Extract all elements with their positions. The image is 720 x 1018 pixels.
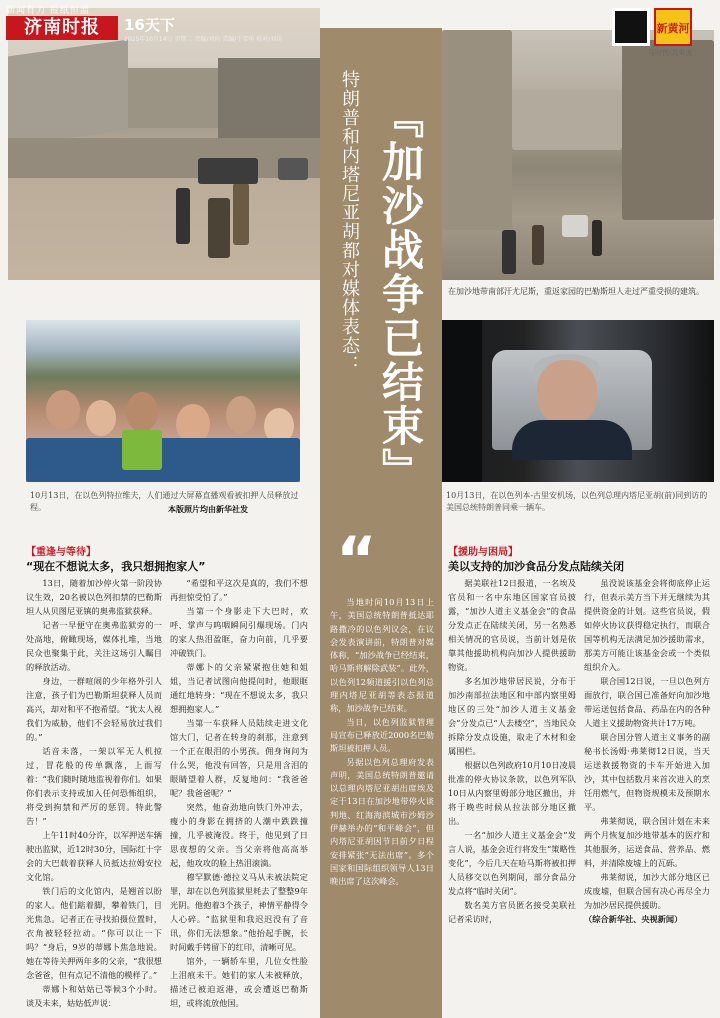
paragraph: 联合国分管人道主义事务的副秘书长汤姆·弗莱彻12日说，当天运送救援物资的卡车开始进入加沙，其中包括数月来首次进入的烹饪用燃气，但物资规模未及预期水平。 xyxy=(584,732,710,812)
right-article-column-2 xyxy=(584,576,710,926)
paragraph: 数名美方官员匿名接受美联社记者采访时， xyxy=(448,900,576,924)
paragraph: 弗莱彻说，联合国计划在未来两个月恢复加沙地带基本的医疗和其他服务，运送食品、营养品、燃料，并清除废墟上的瓦砾。 xyxy=(584,816,710,868)
paragraph: 多名加沙地带居民说，分布于加沙南部拉法地区和中部内察里姆地区的三处“加沙人道主义基金会”分发点已“人去楼空”，当地民众拆除分发点设施，取走了木材和金属围栏。 xyxy=(448,676,576,756)
caption-khan-younis: 在加沙地带南部汗尤尼斯，重返家园的巴勒斯坦人走过严重受损的建筑。 xyxy=(448,287,704,296)
section-title: 16天下 xyxy=(124,16,175,34)
quote-mark-icon: “ xyxy=(336,523,377,596)
paragraph: 话音未落，一架以军无人机掠过，冒花般的传单飘落，上面写着：“我们随时随地监视着你们。如果你们表示支持或加入任何恐怖组织，将受到拘禁和严厉的惩罚。特此警告！” xyxy=(26,746,162,826)
paragraph: 馆外，一辆轿车里，几位女性脸上泪痕未干。她们的家人未被释放，描述已被迫返港，或会遭返巴勒斯坦，或将流放他国。 xyxy=(170,956,308,1008)
center-lead-text xyxy=(330,596,434,889)
left-article-column-1 xyxy=(26,576,162,1010)
left-article-column-2 xyxy=(170,576,308,1010)
paragraph: 据美联社12日报道，一名埃及官员和一名中东地区国家官员披露，“加沙人道主义基金会”的食品分发点正在陆续关闭，另一名熟悉相关情况的官员说，当前计划是依靠其他援助机构向加沙人提供援助物资。 xyxy=(448,578,576,672)
paragraph: 虽没说该基金会将彻底停止运行，但表示美方当下并无继续为其提供资金的计划。这些官员说，假如停火协议获得稳定执行，而联合国等机构无法满足加沙援助需求，那美方可能让该基金会或一个类似组织介入。 xyxy=(584,578,710,672)
paragraph: 一名“加沙人道主义基金会”发言人说，基金会近行将发生“策略性变化”，今后几天在哈马斯将被扣押人员移交以色列期间，部分食品分发点将“临时关闭”。 xyxy=(448,830,576,896)
headline-subtitle: 特朗普和内塔尼亚胡都对媒体表态： xyxy=(339,70,360,374)
left-article-tag: 【重逢与等待】 xyxy=(26,547,96,558)
paragraph: 身边，一群喧闹的少年格外引人注意，孩子们为巴勒斯坦获释人员而高兴，却对和平不抱希望。“犹太人视我们为威胁，他们不会轻易放过我们的。” xyxy=(26,676,162,742)
photo-credit: 本版照片均由新华社发 xyxy=(168,505,248,514)
app-logo: 新黄河 xyxy=(654,8,692,46)
paragraph: 上午11时40分许，以军押送车辆驶出监狱，近12时30分，国际红十字会的大巴载着获释人员抵达拉姆安拉文化馆。 xyxy=(26,830,162,882)
right-article-tag: 【援助与困局】 xyxy=(448,547,518,558)
paragraph: 穆罕默德·德拉义马从未被法院定罪，却在以色列监狱里耗去了整整9年光阴。他抱着3个孩子，神情平静得令人心碎。“监狱里和我迟迟没有了音讯，你们无法想象。”他抬起手腕，长时间戴手铐留下的红印，清晰可见。 xyxy=(170,872,308,952)
headline: 『加沙战争已结束』 xyxy=(376,96,425,492)
right-article-title: 美以支持的加沙食品分发点陆续关闭 xyxy=(448,560,624,573)
source-note: （综合新华社、央视新闻） xyxy=(584,914,683,924)
paragraph: 根据以色列政府10月10日凌晨批准的停火协议条款，以色列军队10日从内察里姆部分地区撤出，并将于晚些时候从拉法部分地区撤出。 xyxy=(448,760,576,826)
paragraph: 蒂娜卜和姑姑已等候3个小时。谈及未来，姑姑低声说： xyxy=(26,984,162,1008)
center-paragraph: 当日，以色列监狱管理局宣布已释放近2000名巴勒斯坦被扣押人员。 xyxy=(330,716,434,754)
paragraph: 当第一个身影走下大巴时，欢呼、掌声与呜咽瞬间引爆现场。门内的家人热泪盈眶，奋力向前，几乎要冲破铁门。 xyxy=(170,606,308,658)
paragraph: 铁门后的文化馆内，是翘首以盼的家人。他们踮着脚，攀着铁门，目光焦急。记者正在寻找拍摄位置时，衣角被轻轻拉动。“你可以让一下吗？”身后，9岁的蒂娜卜焦急地说。她在等待关押两年多的父亲，“我很想念爸爸，但有点记不清他的模样了。” xyxy=(26,886,162,980)
center-paragraph: 当地时间10月13日上午，美国总统特朗普抵达耶路撒冷的以色列议会，在议会发表演讲前，特朗普对媒体称，“加沙战争已经结束，哈马斯将解除武装”。此外，以色列12频道援引以色列总理内塔尼亚胡等表态报道称，加沙战争已结束。 xyxy=(330,597,434,714)
newspaper-tagline: 新闻有力 报纸恒温 xyxy=(6,6,90,16)
photo-gaza-rubble xyxy=(8,8,320,280)
paragraph: 当第一车获释人员陆续走进文化馆大门，记者在转身的刹那，注意到一个正在眼泪的小男孩。佣身询问为什么哭，他没有回答，只是用含泪的眼睛望着人群，反复地问：“我爸爸呢？我爸爸呢？” xyxy=(170,718,308,798)
paragraph: “希望和平这次是真的，我们不想再担惊受怕了。” xyxy=(170,578,308,602)
caption-car: 10月13日，在以色列本-古里安机场，以色列总理内塔尼亚胡(前)同到访的美国总统特朗普同乘一辆车。 xyxy=(446,491,708,512)
paragraph: 突然，他奋劲地向铁门外冲去，瘦小的身影在拥挤的人潮中跌跌撞撞，几乎被淹没。终于，他见到了日思夜想的父亲。当父亲将他高高举起，他攻攻的脸上热泪滚滴。 xyxy=(170,802,308,868)
center-paragraph: 另据以色列总理府发表声明，美国总统特朗普邀请以总理内塔尼亚胡出席埃及定于13日在加沙地带停火谈判地、红海海滨城市沙姆沙伊赫举办的“和平峰会”，但内塔尼亚胡因节日前夕日程安排紧张“无法出席”。多个国家和国际组织领导人13日晚出席了这次峰会。 xyxy=(330,756,434,887)
right-article-column-1 xyxy=(448,576,576,926)
qr-code-icon xyxy=(612,8,650,46)
app-tagline: 与时代·共奔流 xyxy=(648,49,693,57)
paragraph: 蒂娜卜的父亲紧紧抱住她和姐姐，当记者试图向他提问时，他眼眶通红地转身：“现在不想说太多，我只想拥抱家人。” xyxy=(170,662,308,714)
left-article-title: “现在不想说太多，我只想拥抱家人” xyxy=(26,560,206,573)
paragraph: 联合国12日说，一旦以色列方面放行，联合国已准备好向加沙地带运送包括食品、药品在内的各种人道主义援助物资共计17万吨。 xyxy=(584,676,710,728)
photo-tel-aviv-crowd xyxy=(26,320,300,482)
dateline: 2025年10月14日 星期二 责编/刘尚 美编/王雪华 校对/刘佳 xyxy=(124,36,283,43)
newspaper-logo: 济南时报 xyxy=(6,16,118,40)
paragraph: 弗莱彻说，加沙大部分地区已成废墟，但联合国有决心再尽全力为加沙居民提供援助。 xyxy=(584,872,710,910)
caption-crowd: 10月13日，在以色列特拉维夫，人们通过大屏幕直播观看被扣押人员释放过程。 xyxy=(30,491,299,512)
paragraph: 13日，随着加沙停火第一阶段协议生效，20名被以色列扣禁的巴勒斯坦人从贝图尼亚镇的奥弗监狱获释。 xyxy=(26,578,162,616)
photo-khan-younis xyxy=(442,30,714,280)
paragraph: 记者一早便守在奥弗监狱旁的一处高地，俯瞰现场，媒体扎堆，当地民众也聚集于此，关注这场引人瞩目的释放活动。 xyxy=(26,620,162,672)
photo-leaders-in-car xyxy=(442,320,714,482)
